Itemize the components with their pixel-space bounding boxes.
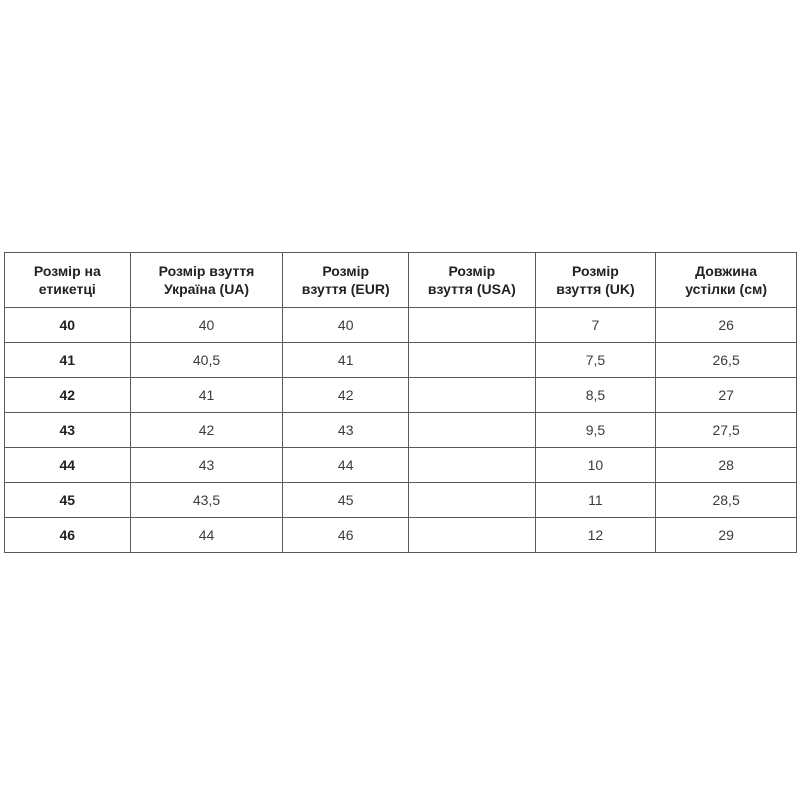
cell-usa-size: [409, 483, 536, 518]
table-row: [5, 343, 797, 378]
header-ua-size-line2: Україна (UA): [163, 281, 250, 297]
cell-usa-size: [409, 308, 536, 343]
cell-label-size: 41: [5, 343, 131, 378]
cell-insole-length: 26,5: [656, 343, 797, 378]
cell-label-size: 45: [5, 483, 131, 518]
cell-insole-length: 28,5: [656, 483, 797, 518]
cell-eur-size: 44: [283, 448, 409, 483]
cell-eur-size: 45: [283, 483, 409, 518]
cell-label-size: 42: [5, 378, 131, 413]
header-insole-length-line2: устілки (см): [685, 281, 768, 297]
cell-uk-size: 7: [535, 308, 656, 343]
cell-usa-size: [409, 448, 536, 483]
cell-ua-size: 40: [130, 308, 283, 343]
cell-usa-size: [409, 518, 536, 553]
cell-insole-length: 28: [656, 448, 797, 483]
cell-ua-size: 43,5: [130, 483, 283, 518]
header-usa-size: [409, 253, 536, 308]
cell-eur-size: 42: [283, 378, 409, 413]
cell-eur-size: 46: [283, 518, 409, 553]
header-uk-size-line1: Розмір: [572, 263, 619, 279]
header-row: [5, 253, 797, 308]
cell-usa-size: [409, 378, 536, 413]
cell-usa-size: [409, 343, 536, 378]
header-label-size-line2: етикетці: [38, 281, 96, 297]
header-label-size-line1: Розмір на: [33, 263, 101, 279]
header-usa-size-line2: взуття (USA): [427, 281, 516, 297]
cell-uk-size: 8,5: [535, 378, 656, 413]
table-row: [5, 518, 797, 553]
cell-eur-size: 43: [283, 413, 409, 448]
cell-insole-length: 27,5: [656, 413, 797, 448]
cell-insole-length: 29: [656, 518, 797, 553]
size-chart-table: [4, 252, 797, 553]
cell-label-size: 40: [5, 308, 131, 343]
cell-eur-size: 41: [283, 343, 409, 378]
cell-uk-size: 9,5: [535, 413, 656, 448]
header-uk-size-line2: взуття (UK): [556, 281, 635, 297]
header-eur-size: [283, 253, 409, 308]
cell-uk-size: 11: [535, 483, 656, 518]
table-row: [5, 413, 797, 448]
cell-label-size: 43: [5, 413, 131, 448]
cell-uk-size: 12: [535, 518, 656, 553]
table-row: [5, 308, 797, 343]
cell-insole-length: 27: [656, 378, 797, 413]
table-row: [5, 378, 797, 413]
cell-eur-size: 40: [283, 308, 409, 343]
header-ua-size-line1: Розмір взуття: [158, 263, 255, 279]
cell-label-size: 46: [5, 518, 131, 553]
header-insole-length: [656, 253, 797, 308]
header-insole-length-line1: Довжина: [695, 263, 758, 279]
cell-ua-size: 44: [130, 518, 283, 553]
cell-uk-size: 7,5: [535, 343, 656, 378]
table-row: [5, 483, 797, 518]
table-row: [5, 448, 797, 483]
header-label-size: [5, 253, 131, 308]
header-ua-size: [130, 253, 283, 308]
cell-insole-length: 26: [656, 308, 797, 343]
header-uk-size: [535, 253, 656, 308]
cell-ua-size: 42: [130, 413, 283, 448]
cell-label-size: 44: [5, 448, 131, 483]
cell-usa-size: [409, 413, 536, 448]
cell-uk-size: 10: [535, 448, 656, 483]
header-eur-size-line2: взуття (EUR): [301, 281, 390, 297]
cell-ua-size: 41: [130, 378, 283, 413]
cell-ua-size: 43: [130, 448, 283, 483]
header-eur-size-line1: Розмір: [322, 263, 370, 279]
cell-ua-size: 40,5: [130, 343, 283, 378]
header-usa-size-line1: Розмір: [448, 263, 496, 279]
